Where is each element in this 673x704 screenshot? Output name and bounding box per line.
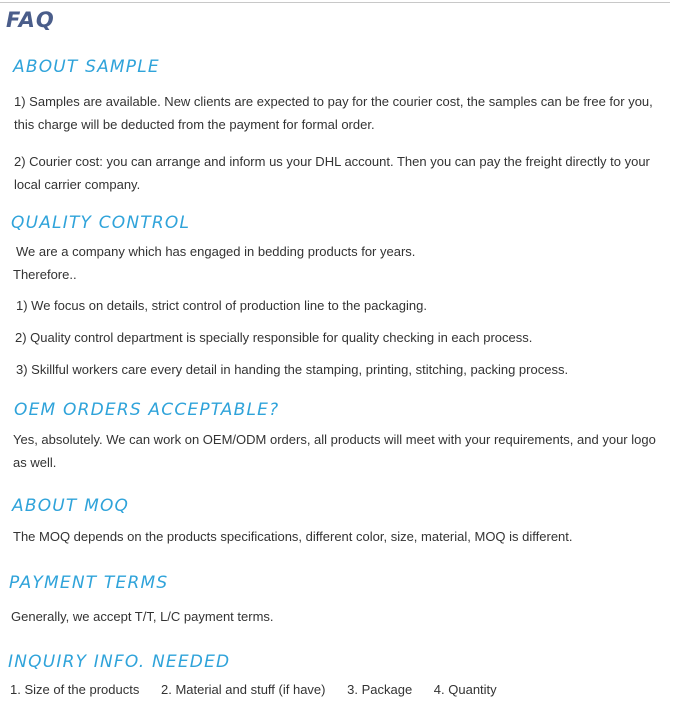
- sample-text-line-2: this charge will be deducted from the payment for formal order.: [14, 117, 375, 132]
- quality-therefore: Therefore..: [13, 267, 77, 282]
- top-divider: [0, 2, 670, 3]
- heading-inquiry-info: INQUIRY INFO. NEEDED: [8, 652, 231, 672]
- oem-text-line-1: Yes, absolutely. We can work on OEM/ODM orders, all products will meet with your requirements, and your logo: [13, 432, 656, 447]
- inquiry-item-material: 2. Material and stuff (if have): [160, 682, 326, 697]
- inquiry-item-quantity: 4. Quantity: [433, 682, 497, 697]
- sample-text-line-3: 2) Courier cost: you can arrange and inform us your DHL account. Then you can pay the freight directly to your: [14, 154, 650, 169]
- sample-text-line-4: local carrier company.: [14, 177, 141, 192]
- oem-text-line-2: as well.: [13, 455, 57, 470]
- heading-quality-control: QUALITY CONTROL: [11, 213, 191, 233]
- payment-text: Generally, we accept T/T, L/C payment terms.: [11, 609, 274, 624]
- sample-text-line-1: 1) Samples are available. New clients are expected to pay for the courier cost, the samples can be free for you,: [14, 94, 653, 109]
- heading-oem-orders: OEM ORDERS ACCEPTABLE?: [14, 400, 280, 420]
- quality-point-2: 2) Quality control department is specially responsible for quality checking in each process.: [15, 330, 533, 345]
- heading-payment-terms: PAYMENT TERMS: [9, 573, 169, 593]
- page-title: FAQ: [6, 8, 55, 32]
- heading-about-moq: ABOUT MOQ: [12, 496, 130, 516]
- quality-point-1: 1) We focus on details, strict control of production line to the packaging.: [16, 298, 427, 313]
- inquiry-item-size: 1. Size of the products: [10, 682, 140, 697]
- quality-point-3: 3) Skillful workers care every detail in handing the stamping, printing, stitching, packing process.: [16, 362, 569, 377]
- heading-about-sample: ABOUT SAMPLE: [13, 57, 160, 77]
- moq-text: The MOQ depends on the products specifications, different color, size, material, MOQ is different.: [13, 529, 573, 544]
- quality-intro: We are a company which has engaged in bedding products for years.: [16, 244, 416, 259]
- inquiry-item-package: 3. Package: [347, 682, 413, 697]
- inquiry-list: [10, 678, 515, 701]
